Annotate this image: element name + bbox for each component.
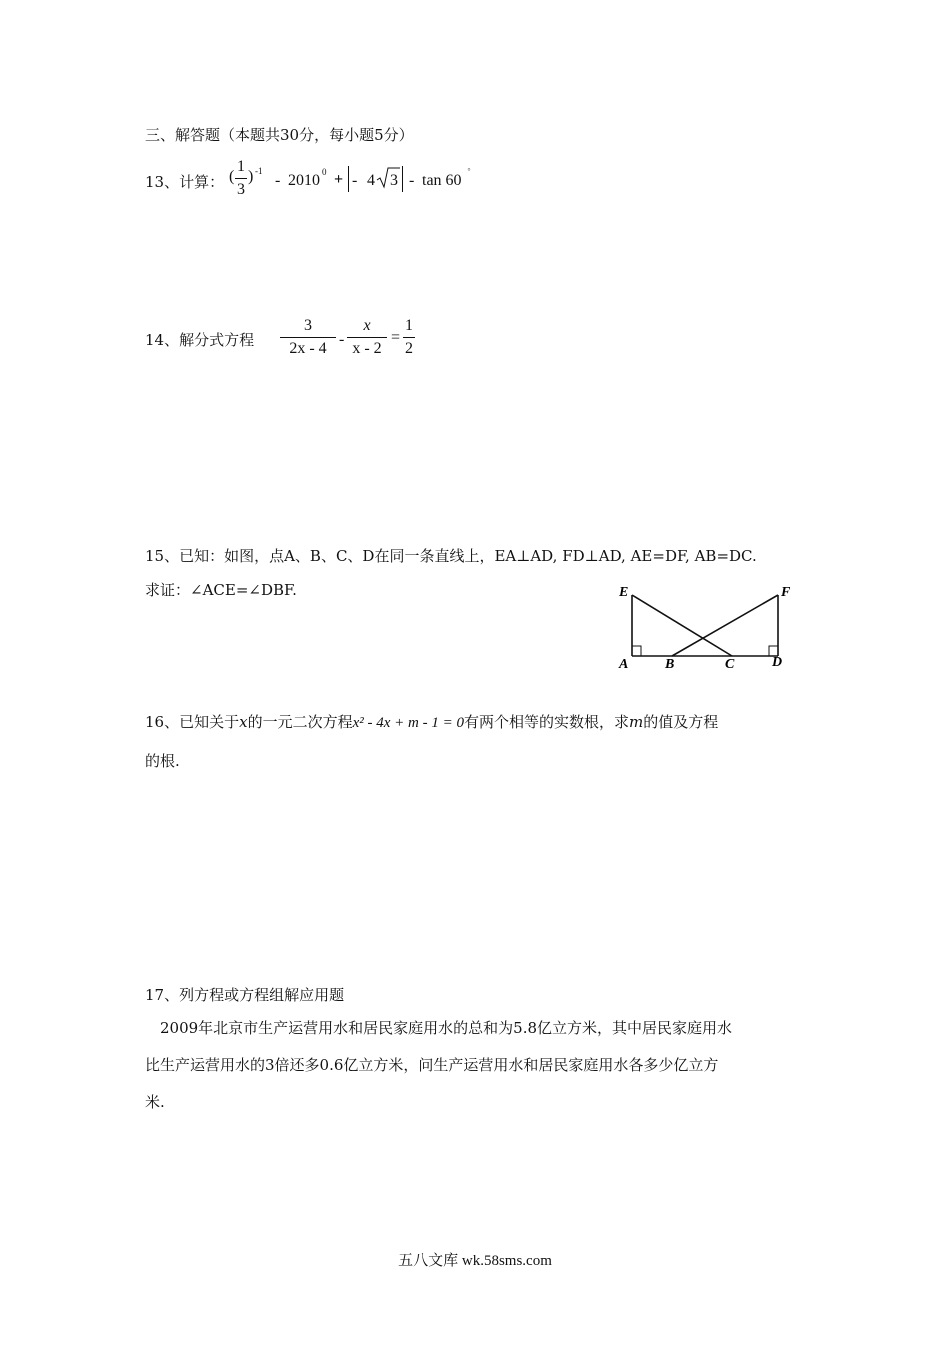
q14-f2-den: x - 2 <box>352 340 382 357</box>
q13-abs-minus: - <box>352 172 358 189</box>
q14-fraction-3 <box>403 317 415 358</box>
q13-exponent: -1 <box>255 166 263 176</box>
q16-tail: 的值及方程 <box>643 713 719 731</box>
segment-ec <box>632 595 732 656</box>
section-heading: 三、解答题（本题共30分，每小题5分） <box>145 126 414 144</box>
q16-prefix: 16、已知关于 <box>145 713 240 731</box>
label-d: D <box>772 655 783 670</box>
q13-zero-exp: 0 <box>322 167 327 177</box>
q13-fraction <box>235 158 247 199</box>
label-c: C <box>725 657 735 672</box>
q14-f1-bar <box>280 337 336 338</box>
label-f: F <box>781 585 791 600</box>
q15-line1: 15、已知：如图，点A、B、C、D在同一条直线上，EA⊥AD, FD⊥AD, AE=DF, AB=DC. <box>145 547 757 565</box>
q14-f3-bar <box>403 337 415 338</box>
q13-year: 2010 <box>288 172 320 189</box>
q16-var-m: m <box>628 713 644 731</box>
q16-equation: x² - 4x + m - 1 = 0 <box>352 715 464 731</box>
q14-f2-bar <box>347 337 387 338</box>
segment-fb <box>672 595 778 656</box>
q13-paren-close: ) <box>248 168 254 185</box>
q14-f3-den: 2 <box>405 340 413 357</box>
q13-frac-bar <box>235 178 247 179</box>
q13-minus1: - <box>275 172 281 189</box>
q14-fraction-2 <box>347 317 387 358</box>
q15-line2: 求证：∠ACE=∠DBF. <box>145 581 297 599</box>
q16-mid: 的一元二次方程 <box>247 713 353 731</box>
q14-f2-num: x <box>363 317 371 334</box>
q13-three: 3 <box>390 172 398 189</box>
q14-f3-num: 1 <box>405 317 413 334</box>
q13-frac-den: 3 <box>237 181 245 198</box>
q14-equals: = <box>391 329 401 346</box>
q13-abs-right-bar <box>402 166 403 192</box>
q13-tan: tan 60 <box>422 172 462 189</box>
q13-minus2: - <box>409 172 415 189</box>
q14-minus: - <box>339 331 345 348</box>
q15-geometry-figure <box>610 580 800 675</box>
q13-label: 13、计算： <box>145 173 225 191</box>
q13-frac-num: 1 <box>237 158 245 175</box>
label-a: A <box>619 657 629 672</box>
q14-f1-num: 3 <box>304 317 312 334</box>
q16-line2: 的根. <box>145 752 180 770</box>
q13-four: 4 <box>367 172 375 189</box>
q13-paren-open: ( <box>229 168 235 185</box>
label-e: E <box>619 585 629 600</box>
right-angle-a <box>632 646 641 656</box>
q17-line3: 米. <box>145 1093 165 1111</box>
q16-suffix: 有两个相等的实数根，求 <box>463 713 629 731</box>
label-b: B <box>665 657 675 672</box>
q13-degree: ° <box>467 167 471 176</box>
q17-line1: 2009年北京市生产运营用水和居民家庭用水的总和为5.8亿立方米，其中居民家庭用水 <box>160 1019 733 1037</box>
q17-label: 17、列方程或方程组解应用题 <box>145 986 345 1004</box>
q14-f1-den: 2x - 4 <box>289 340 327 357</box>
q14-label: 14、解分式方程 <box>145 331 255 349</box>
q14-fraction-1 <box>280 317 336 358</box>
q16-var-x: x <box>239 713 248 731</box>
footer-watermark: 五八文库 wk.58sms.com <box>398 1253 552 1269</box>
q16-line1 <box>145 711 718 732</box>
q13-plus: + <box>334 171 344 188</box>
q13-abs-left-bar <box>348 166 349 192</box>
q17-line2: 比生产运营用水的3倍还多0.6亿立方米，问生产运营用水和居民家庭用水各多少亿立方 <box>145 1056 719 1074</box>
